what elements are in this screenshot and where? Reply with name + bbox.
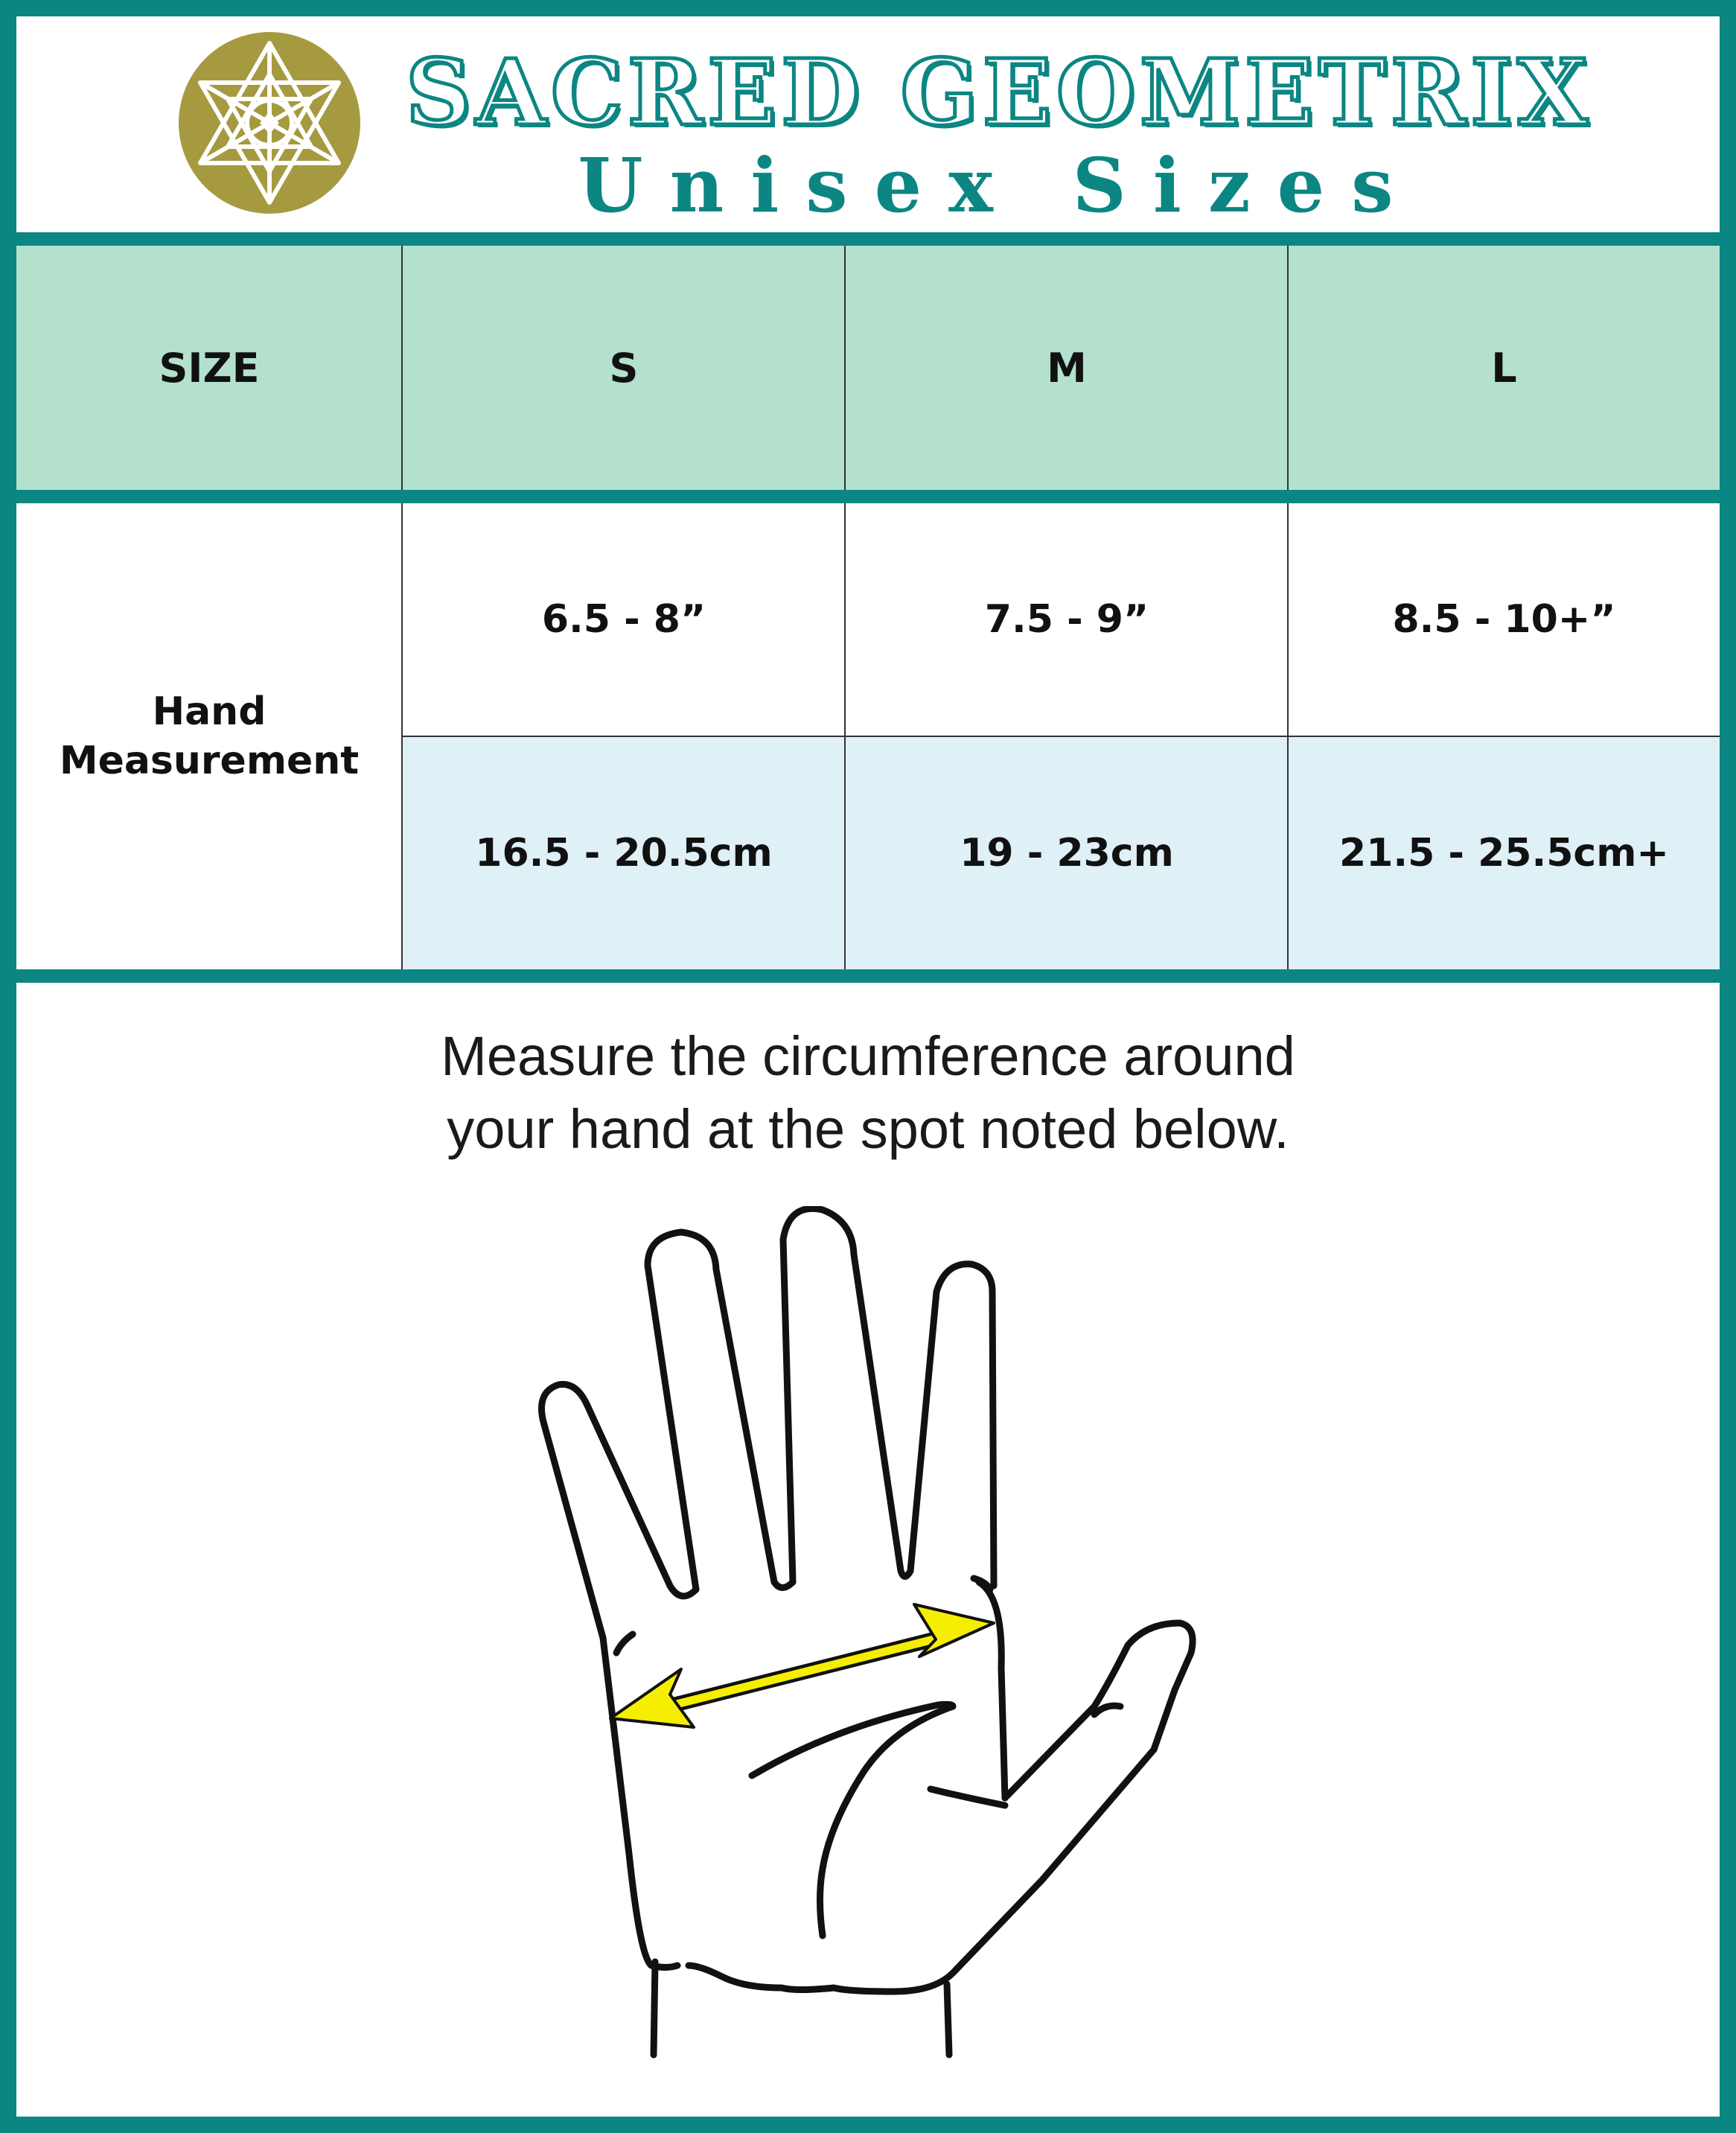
hand-outline-illustration (521, 1206, 1228, 2070)
table-divider (0, 490, 1736, 503)
page-header (16, 16, 1720, 232)
header-m: M (1047, 344, 1087, 392)
inches-m: 7.5 - 9” (984, 597, 1149, 642)
double-headed-arrow-icon (610, 1604, 994, 1727)
inches-l: 8.5 - 10+” (1392, 597, 1616, 642)
cm-l: 21.5 - 25.5cm+ (1339, 831, 1669, 876)
header-l: L (1491, 344, 1517, 392)
measure-instructions (223, 1020, 1513, 1166)
inches-s: 6.5 - 8” (541, 597, 706, 642)
grid-line (401, 246, 403, 490)
header-s: S (609, 344, 639, 392)
instructions-line2: your hand at the spot noted below. (447, 1098, 1289, 1160)
header-size: SIZE (159, 344, 260, 392)
grid-line (844, 246, 846, 490)
row-label-line2: Measurement (59, 739, 360, 783)
sacred-geometry-mandala-icon (176, 30, 363, 216)
grid-line (1287, 246, 1289, 490)
row-label-hand-measurement (16, 503, 402, 969)
instructions-line1: Measure the circumference around (441, 1025, 1295, 1087)
row-label-line1: Hand (152, 689, 267, 734)
cm-m: 19 - 23cm (960, 831, 1174, 876)
table-bottom-divider (0, 969, 1736, 983)
cm-s: 16.5 - 20.5cm (475, 831, 773, 876)
page-subtitle: Unisex Sizes (578, 141, 1420, 229)
header-divider (0, 232, 1736, 246)
brand-title: SACRED GEOMETRIX (406, 39, 1592, 146)
